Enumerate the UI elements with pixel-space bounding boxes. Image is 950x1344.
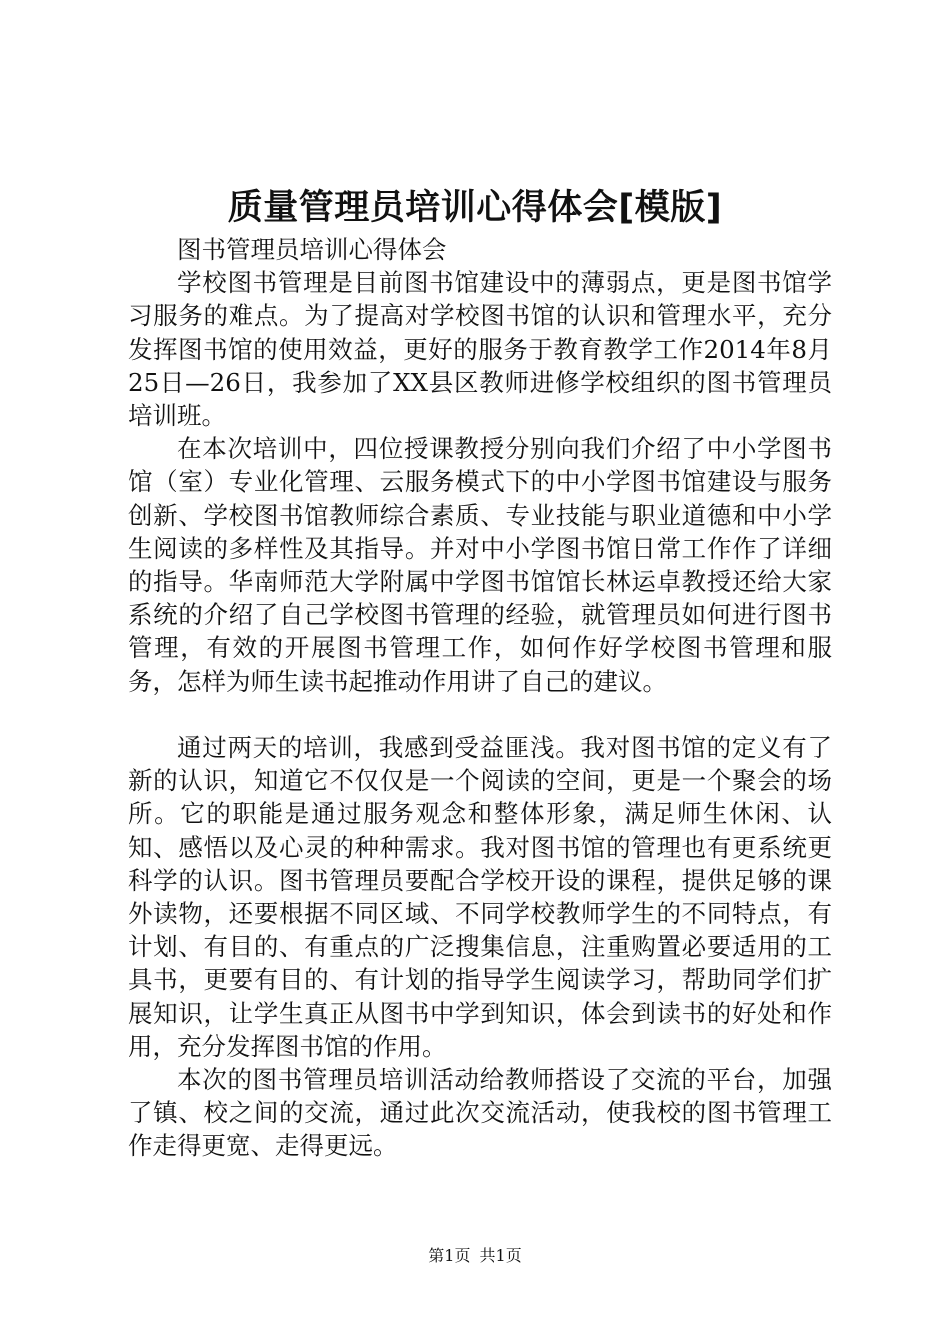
paragraph-conclusion: 本次的图书管理员培训活动给教师搭设了交流的平台，加强了镇、校之间的交流，通过此次交流活动，使我校的图书管理工作走得更宽、走得更远。 — [128, 1065, 832, 1161]
page-footer: 第1页 共1页 — [428, 1246, 522, 1265]
document-title: 质量管理员培训心得体会[模版] — [227, 188, 723, 228]
paragraph-reflection: 通过两天的培训，我感到受益匪浅。我对图书馆的定义有了新的认识，知道它不仅仅是一个阅读的空间，更是一个聚会的场所。它的职能是通过服务观念和整体形象，满足师生休闲、认知、感悟以及心灵的种种需求。我对图书馆的管理也有更系统更科学的认识。图书管理员要配合学校开设的课程，提供足够的课外读物，还要根据不同区域、不同学校教师学生的不同特点，有计划、有目的、有重点的广泛搜集信息，注重购置必要适用的工具书，更要有目的、有计划的指导学生阅读学习，帮助同学们扩展知识，让学生真正从图书中学到知识，体会到读书的好处和作用，充分发挥图书馆的作用。 — [128, 733, 832, 1061]
document-subtitle: 图书管理员培训心得体会 — [177, 235, 447, 264]
document-body — [128, 233, 832, 1163]
paragraph-intro: 学校图书管理是目前图书馆建设中的薄弱点，更是图书馆学习服务的难点。为了提高对学校图书馆的认识和管理水平，充分发挥图书馆的使用效益，更好的服务于教育教学工作2014年8月25日—26日，我参加了XX县区教师进修学校组织的图书管理员培训班。 — [128, 268, 832, 431]
paragraph-training-content: 在本次培训中，四位授课教授分别向我们介绍了中小学图书馆（室）专业化管理、云服务模式下的中小学图书馆建设与服务创新、学校图书馆教师综合素质、专业技能与职业道德和中小学生阅读的多样性及其指导。并对中小学图书馆日常工作作了详细的指导。华南师范大学附属中学图书馆馆长林运卓教授还给大家系统的介绍了自己学校图书管理的经验，就管理员如何进行图书管理，有效的开展图书管理工作，如何作好学校图书管理和服务，怎样为师生读书起推动作用讲了自己的建议。 — [128, 434, 832, 696]
